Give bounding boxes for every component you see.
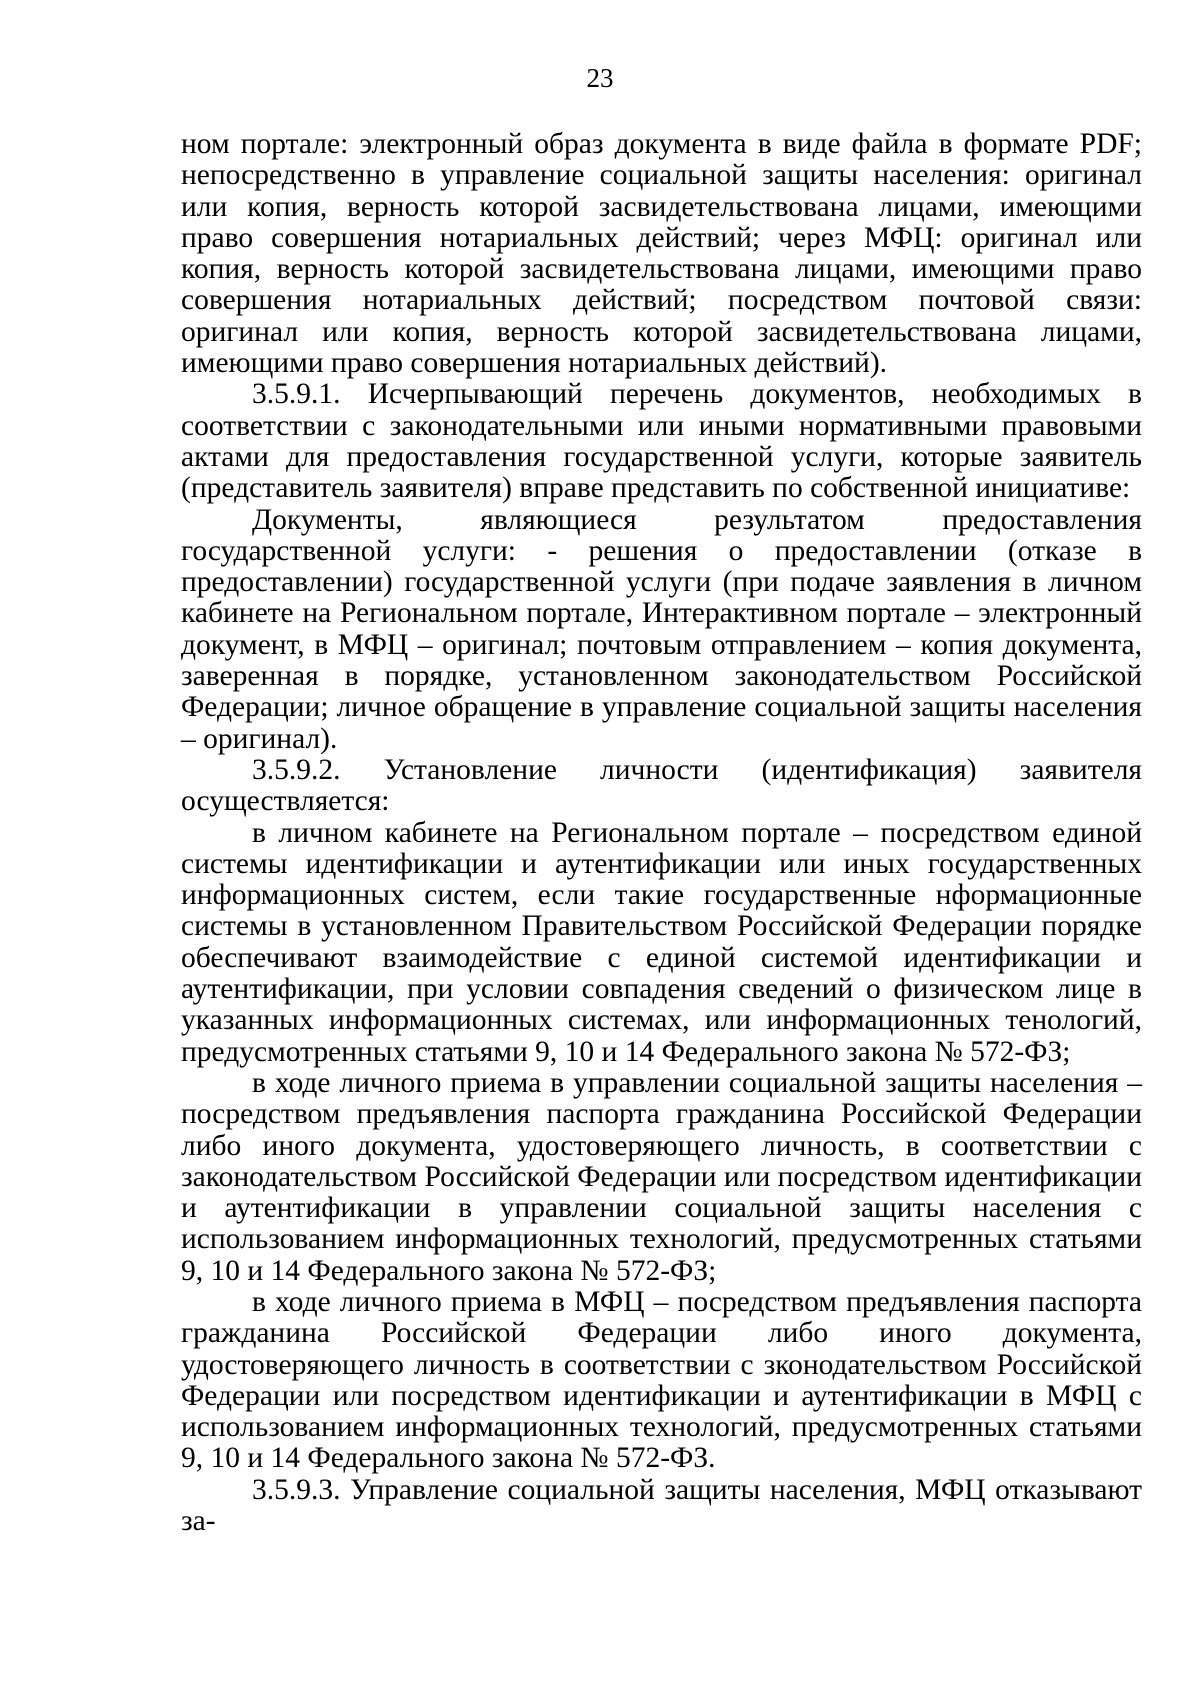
paragraph-3-5-9-1: 3.5.9.1. Исчерпывающий перечень документов, необходимых в соответствии с законодательными или иными нормативными правовыми актами для предоставления государственной услуги, которые заявитель (представитель заявителя) вправе представить по собственной инициативе: (181, 378, 1142, 505)
paragraph-documents-result: Документы, являющиеся результатом предоставления государственной услуги: - решения о предоставлении (отказе в предоставлении) государственной услуги (при подаче заявления в личном кабинете на Региональном портале, Интерактивном портале – электронный документ, в МФЦ – оригинал; почтовым отправлением – копия документа, заверенная в порядке, установленном законодательством Российской Федерации; личное обращение в управление социальной защиты населения – оригинал). (181, 503, 1142, 755)
paragraph-mfc-reception: в ходе личного приема в МФЦ – посредством предъявления паспорта гражданина Российской Федерации либо иного документа, удостоверяющего личность в соответствии с зконодательством Российской Федерации или посредством идентификации и аутентификации в МФЦ с использованием информационных технологий, предусмотренных статьями 9, 10 и 14 Федерального закона № 572-ФЗ. (181, 1285, 1142, 1475)
page-number: 23 (586, 63, 614, 93)
document-body (181, 129, 1142, 1537)
paragraph-social-protection-reception: в ходе личного приема в управлении социальной защиты населения – посредством предъявления паспорта гражданина Российской Федерации либо иного документа, удостоверяющего личность, в соответствии с законодательством Российской Федерации или посредством идентификации и аутентификации в управлении социальной защиты населения с использованием информационных технологий, предусмотренных статьями 9, 10 и 14 Федерального закона № 572-ФЗ; (181, 1066, 1142, 1287)
paragraph-regional-portal-identification: в личном кабинете на Региональном портале – посредством единой системы идентификации и аутентификации или иных государственных информационных систем, если такие государственные нформационные системы в установленном Правительством Российской Федерации порядке обеспечивают взаимодействие с единой системой идентификации и аутентификации, при условии совпадения сведений о физическом лице в указанных информационных системах, или информационных тенологий, предусмотренных статьями 9, 10 и 14 Федерального закона № 572-ФЗ; (181, 816, 1142, 1068)
paragraph-3-5-9-3: 3.5.9.3. Управление социальной защиты населения, МФЦ отказывают за- (181, 1473, 1142, 1538)
paragraph-continuation: ном портале: электронный образ документа в виде файла в формате PDF; непосредственно в управление социальной защиты населения: оригинал или копия, верность которой засвидетельствована лицами, имеющими право совершения нотариальных действий; через МФЦ: оригинал или копия, верность которой засвидетельствована лицами, имеющими право совершения нотариальных действий; посредством почтовой связи: оригинал или копия, верность которой засвидетельствована лицами, имеющими право совершения нотариальных действий). (181, 128, 1142, 380)
paragraph-3-5-9-2: 3.5.9.2. Установление личности (идентификация) заявителя осуществляется: (181, 753, 1142, 818)
